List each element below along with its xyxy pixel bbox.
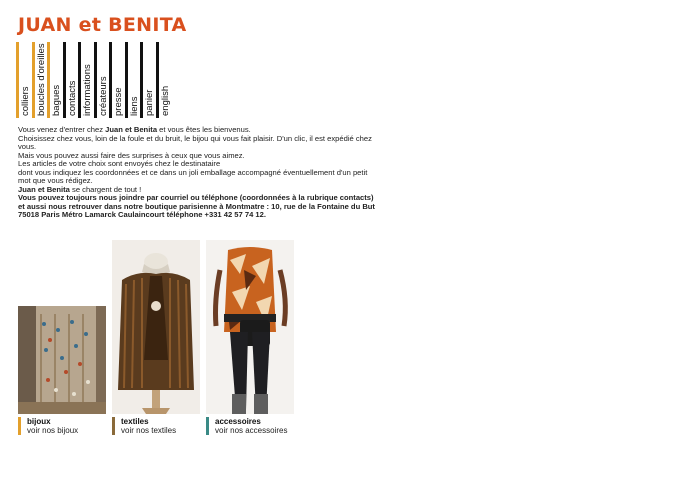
caption-accent <box>112 417 115 435</box>
nav-bar <box>156 42 159 118</box>
intro-text <box>18 126 378 220</box>
nav-item-contacts[interactable] <box>63 42 77 118</box>
nav-label: presse <box>113 87 124 116</box>
nav-bar <box>140 42 143 118</box>
category-card-textiles[interactable] <box>112 240 202 436</box>
card-title: bijoux <box>27 417 51 426</box>
nav-item-createurs[interactable] <box>94 42 108 118</box>
textiles-photo[interactable] <box>112 240 200 414</box>
nav-item-boucles[interactable] <box>32 42 46 118</box>
main-nav <box>16 42 186 118</box>
card-title: accessoires <box>215 417 261 426</box>
intro-line: dont vous indiquez les coordonnées et ce dans un joli emballage accompagné éventuellement d'un petit mot que vous rédigez. <box>18 167 368 185</box>
nav-label: boucles d'oreilles <box>35 43 47 116</box>
nav-item-bagues[interactable] <box>47 42 61 118</box>
nav-label: informations <box>82 64 93 116</box>
intro-line: Les articles de votre choix sont envoyés chez le destinataire <box>18 159 221 168</box>
caption-accent <box>206 417 209 435</box>
nav-bar <box>109 42 112 118</box>
category-card-bijoux[interactable] <box>18 306 108 436</box>
nav-item-english[interactable] <box>156 42 170 118</box>
nav-label: colliers <box>20 86 31 116</box>
see-accessoires-link[interactable]: voir nos accessoires <box>215 426 288 435</box>
card-caption <box>206 417 326 435</box>
nav-bar <box>63 42 66 118</box>
category-card-accessoires[interactable] <box>206 240 296 436</box>
nav-item-colliers[interactable] <box>16 42 30 118</box>
nav-bar <box>94 42 97 118</box>
nav-item-informations[interactable] <box>78 42 92 118</box>
intro-line: et aussi nous retrouver dans notre boutique parisienne à Montmatre : 10, rue de la Fontaine du But 75018 Paris Métro Lamarck Caulaincourt téléphone +331 42 57 74 12. <box>18 201 375 219</box>
intro-line: Choisissez chez vous, loin de la foule et du bruit, le bijou qui vous fait plaisir. D'un clic, il est expédié chez vous. <box>18 133 372 151</box>
bijoux-photo[interactable] <box>18 306 106 414</box>
card-title: textiles <box>121 417 149 426</box>
site-logo[interactable]: JUAN et BENITA <box>18 14 187 36</box>
nav-bar <box>125 42 128 118</box>
nav-item-presse[interactable] <box>109 42 123 118</box>
nav-bar <box>32 42 35 118</box>
nav-label: contacts <box>66 80 78 116</box>
intro-line: Juan et Benita se chargent de tout ! <box>18 184 142 194</box>
nav-label: panier <box>144 89 155 116</box>
see-bijoux-link[interactable]: voir nos bijoux <box>27 426 79 435</box>
nav-item-liens[interactable] <box>125 42 139 118</box>
nav-bar <box>78 42 81 118</box>
see-textiles-link[interactable]: voir nos textiles <box>121 426 177 435</box>
intro-line: Vous venez d'entrer chez Juan et Benita et vous êtes les bienvenus. <box>18 125 251 134</box>
intro-line: Mais vous pouvez aussi faire des surprises à ceux que vous aimez. <box>18 150 245 160</box>
nav-bar <box>47 42 50 118</box>
caption-accent <box>18 417 21 435</box>
nav-bar <box>16 42 19 118</box>
intro-line: Vous pouvez toujours nous joindre par courriel ou téléphone (coordonnées à la rubrique contacts) <box>18 193 374 202</box>
nav-label: english <box>159 85 171 116</box>
nav-label: bagues <box>51 84 62 116</box>
nav-label: liens <box>128 96 140 116</box>
nav-item-panier[interactable] <box>140 42 154 118</box>
accessoires-photo[interactable] <box>206 240 294 414</box>
nav-label: créateurs <box>97 76 109 116</box>
